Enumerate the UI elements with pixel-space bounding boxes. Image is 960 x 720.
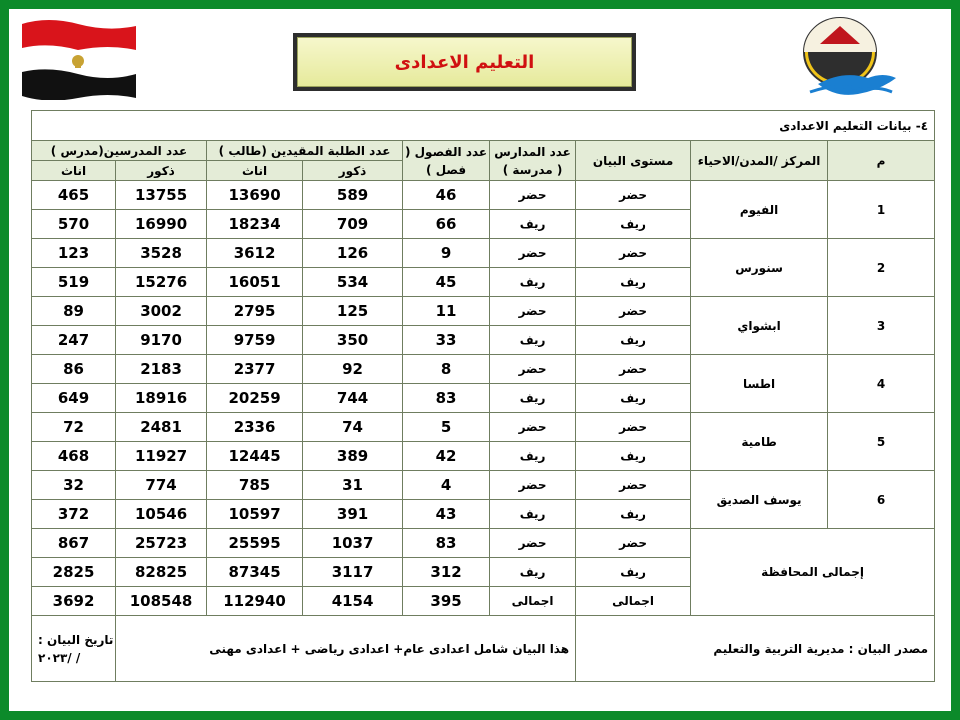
teachers-male-cell: 3002 (116, 297, 207, 326)
classes-cell: 43 (403, 500, 490, 529)
teachers-female-cell: 89 (32, 297, 116, 326)
students-female-cell: 12445 (207, 442, 303, 471)
schools-cell: ريف (490, 384, 576, 413)
students-male-cell: 4154 (303, 587, 403, 616)
classes-cell: 4 (403, 471, 490, 500)
students-male-cell: 3117 (303, 558, 403, 587)
students-male-cell: 92 (303, 355, 403, 384)
level-cell: حضر (576, 297, 691, 326)
classes-cell: 83 (403, 384, 490, 413)
schools-cell: حضر (490, 529, 576, 558)
students-male-cell: 589 (303, 181, 403, 210)
students-male-cell: 391 (303, 500, 403, 529)
schools-cell: حضر (490, 471, 576, 500)
emblem-logo-icon (798, 12, 898, 102)
students-female-cell: 13690 (207, 181, 303, 210)
footer-source: مصدر البيان : مديرية التربية والتعليم (576, 616, 935, 682)
schools-cell: حضر (490, 297, 576, 326)
classes-cell: 33 (403, 326, 490, 355)
teachers-male-cell: 2481 (116, 413, 207, 442)
schools-cell: حضر (490, 413, 576, 442)
governorate-total-label: إجمالى المحافظة (691, 529, 935, 616)
row-number-cell: 4 (828, 355, 935, 413)
header-num: م (828, 141, 935, 181)
center-name-cell: طامية (691, 413, 828, 471)
teachers-male-cell: 774 (116, 471, 207, 500)
students-female-cell: 20259 (207, 384, 303, 413)
teachers-female-cell: 649 (32, 384, 116, 413)
teachers-female-cell: 32 (32, 471, 116, 500)
teachers-female-cell: 570 (32, 210, 116, 239)
header-students-male: ذكور (303, 161, 403, 181)
students-male-cell: 389 (303, 442, 403, 471)
row-number-cell: 5 (828, 413, 935, 471)
teachers-male-cell: 108548 (116, 587, 207, 616)
schools-cell: ريف (490, 268, 576, 297)
egypt-flag-icon (18, 16, 140, 100)
level-cell: اجمالى (576, 587, 691, 616)
level-cell: ريف (576, 384, 691, 413)
schools-cell: ريف (490, 558, 576, 587)
header-teachers-male: ذكور (116, 161, 207, 181)
students-male-cell: 74 (303, 413, 403, 442)
header-teachers-female: اناث (32, 161, 116, 181)
footer-note: هذا البيان شامل اعدادى عام+ اعدادى رياضى + اعدادى مهنى (116, 616, 576, 682)
students-female-cell: 2336 (207, 413, 303, 442)
teachers-male-cell: 13755 (116, 181, 207, 210)
students-male-cell: 744 (303, 384, 403, 413)
table-row (32, 355, 935, 384)
teachers-male-cell: 82825 (116, 558, 207, 587)
table-row (32, 297, 935, 326)
section-title: ٤- بيانات التعليم الاعدادى (32, 111, 935, 141)
students-male-cell: 125 (303, 297, 403, 326)
teachers-female-cell: 867 (32, 529, 116, 558)
row-number-cell: 6 (828, 471, 935, 529)
center-name-cell: يوسف الصديق (691, 471, 828, 529)
row-number-cell: 3 (828, 297, 935, 355)
students-female-cell: 87345 (207, 558, 303, 587)
classes-cell: 8 (403, 355, 490, 384)
footer-date: تاريخ البيان : / /٢٠٢٣ (32, 616, 116, 682)
schools-cell: ريف (490, 210, 576, 239)
level-cell: ريف (576, 210, 691, 239)
row-number-cell: 1 (828, 181, 935, 239)
header-teachers: عدد المدرسين(مدرس ) (32, 141, 207, 161)
page-title-box (293, 33, 636, 91)
header-classes: عدد الفصول ( فصل ) (403, 141, 490, 181)
total-row (32, 529, 935, 558)
classes-cell: 312 (403, 558, 490, 587)
students-male-cell: 1037 (303, 529, 403, 558)
teachers-female-cell: 247 (32, 326, 116, 355)
schools-cell: حضر (490, 239, 576, 268)
teachers-female-cell: 72 (32, 413, 116, 442)
education-data-table (31, 110, 935, 682)
teachers-male-cell: 15276 (116, 268, 207, 297)
teachers-male-cell: 18916 (116, 384, 207, 413)
center-name-cell: الفيوم (691, 181, 828, 239)
table-row (32, 181, 935, 210)
classes-cell: 83 (403, 529, 490, 558)
level-cell: حضر (576, 239, 691, 268)
level-cell: حضر (576, 181, 691, 210)
teachers-female-cell: 519 (32, 268, 116, 297)
teachers-male-cell: 2183 (116, 355, 207, 384)
header-schools: عدد المدارس ( مدرسة ) (490, 141, 576, 181)
students-female-cell: 18234 (207, 210, 303, 239)
level-cell: حضر (576, 529, 691, 558)
teachers-male-cell: 9170 (116, 326, 207, 355)
students-female-cell: 3612 (207, 239, 303, 268)
table-row (32, 413, 935, 442)
classes-cell: 66 (403, 210, 490, 239)
schools-cell: حضر (490, 355, 576, 384)
level-cell: ريف (576, 326, 691, 355)
level-cell: ريف (576, 500, 691, 529)
page-title: التعليم الاعدادى (297, 37, 632, 87)
teachers-female-cell: 468 (32, 442, 116, 471)
center-name-cell: اطسا (691, 355, 828, 413)
students-female-cell: 112940 (207, 587, 303, 616)
classes-cell: 9 (403, 239, 490, 268)
students-male-cell: 534 (303, 268, 403, 297)
teachers-female-cell: 3692 (32, 587, 116, 616)
center-name-cell: ابشواي (691, 297, 828, 355)
level-cell: ريف (576, 558, 691, 587)
classes-cell: 42 (403, 442, 490, 471)
header-students-female: اناث (207, 161, 303, 181)
teachers-female-cell: 86 (32, 355, 116, 384)
students-female-cell: 25595 (207, 529, 303, 558)
schools-cell: ريف (490, 500, 576, 529)
students-female-cell: 2377 (207, 355, 303, 384)
teachers-male-cell: 25723 (116, 529, 207, 558)
classes-cell: 46 (403, 181, 490, 210)
classes-cell: 395 (403, 587, 490, 616)
teachers-female-cell: 465 (32, 181, 116, 210)
header-center: المركز /المدن/الاحياء (691, 141, 828, 181)
schools-cell: ريف (490, 442, 576, 471)
students-female-cell: 9759 (207, 326, 303, 355)
teachers-male-cell: 10546 (116, 500, 207, 529)
level-cell: ريف (576, 268, 691, 297)
schools-cell: ريف (490, 326, 576, 355)
schools-cell: اجمالى (490, 587, 576, 616)
students-male-cell: 709 (303, 210, 403, 239)
level-cell: ريف (576, 442, 691, 471)
header-level: مستوى البيان (576, 141, 691, 181)
level-cell: حضر (576, 471, 691, 500)
teachers-male-cell: 3528 (116, 239, 207, 268)
teachers-male-cell: 11927 (116, 442, 207, 471)
teachers-female-cell: 2825 (32, 558, 116, 587)
teachers-female-cell: 372 (32, 500, 116, 529)
students-male-cell: 126 (303, 239, 403, 268)
students-female-cell: 785 (207, 471, 303, 500)
header-students: عدد الطلبة المقيدين (طالب ) (207, 141, 403, 161)
students-female-cell: 16051 (207, 268, 303, 297)
students-female-cell: 10597 (207, 500, 303, 529)
students-female-cell: 2795 (207, 297, 303, 326)
students-male-cell: 350 (303, 326, 403, 355)
classes-cell: 11 (403, 297, 490, 326)
teachers-male-cell: 16990 (116, 210, 207, 239)
schools-cell: حضر (490, 181, 576, 210)
level-cell: حضر (576, 413, 691, 442)
center-name-cell: سنورس (691, 239, 828, 297)
classes-cell: 45 (403, 268, 490, 297)
classes-cell: 5 (403, 413, 490, 442)
table-row (32, 471, 935, 500)
level-cell: حضر (576, 355, 691, 384)
students-male-cell: 31 (303, 471, 403, 500)
teachers-female-cell: 123 (32, 239, 116, 268)
row-number-cell: 2 (828, 239, 935, 297)
table-row (32, 239, 935, 268)
